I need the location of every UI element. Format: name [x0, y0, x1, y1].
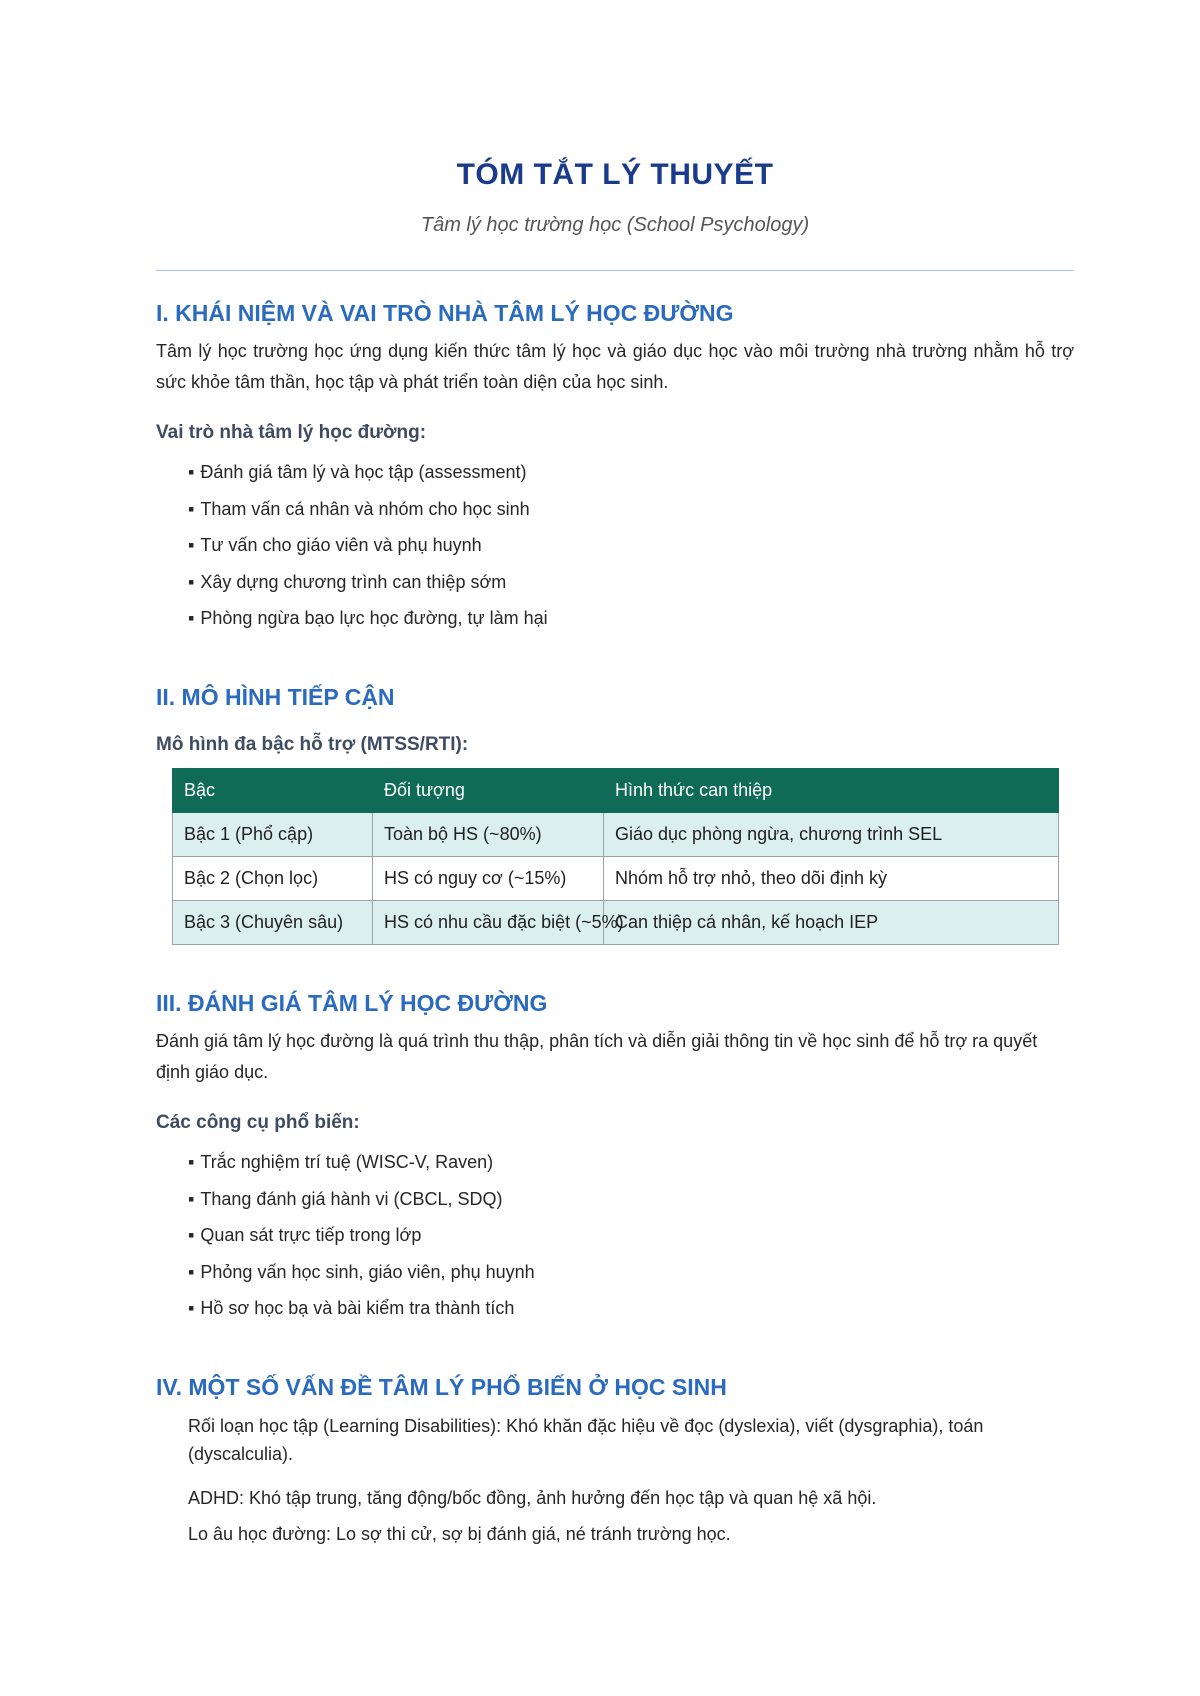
issue-school-anxiety: Lo âu học đường: Lo sợ thi cử, sợ bị đánh giá, né tránh trường học.	[188, 1524, 731, 1544]
list-item	[188, 1260, 535, 1297]
issue-adhd: ADHD: Khó tập trung, tăng động/bốc đồng, ảnh hưởng đến học tập và quan hệ xã hội.	[188, 1488, 877, 1508]
list-item	[188, 1223, 535, 1260]
table-header-cell: Hình thức can thiệp	[604, 769, 1059, 813]
list-item-text: Trắc nghiệm trí tuệ (WISC-V, Raven)	[200, 1152, 494, 1172]
table-row	[173, 813, 1059, 857]
bullet-icon: ▪	[188, 1188, 195, 1209]
list-item	[188, 1296, 535, 1333]
table-row	[173, 857, 1059, 901]
table-row	[173, 901, 1059, 945]
bullet-icon: ▪	[188, 1261, 195, 1282]
table-cell: HS có nhu cầu đặc biệt (~5%)	[373, 901, 604, 945]
section-2-heading: II. MÔ HÌNH TIẾP CẬN	[156, 684, 395, 710]
section-3-paragraph: Đánh giá tâm lý học đường là quá trình thu thập, phân tích và diễn giải thông tin về học sinh để hỗ trợ ra quyết định giáo dục.	[156, 1031, 1038, 1082]
list-item-text: Đánh giá tâm lý và học tập (assessment)	[200, 462, 527, 482]
list-item	[188, 570, 548, 607]
list-item	[188, 1187, 535, 1224]
tools-list	[188, 1150, 535, 1333]
roles-list	[188, 460, 548, 643]
list-item-text: Xây dựng chương trình can thiệp sớm	[200, 571, 507, 592]
list-item	[188, 1150, 535, 1187]
list-item	[188, 533, 548, 570]
bullet-icon: ▪	[188, 535, 195, 555]
list-item	[188, 497, 548, 534]
section-2-subheading: Mô hình đa bậc hỗ trợ (MTSS/RTI):	[156, 734, 469, 755]
list-item-text: Tham vấn cá nhân và nhóm cho học sinh	[200, 498, 530, 519]
bullet-icon: ▪	[188, 1225, 195, 1245]
table-cell: Bậc 3 (Chuyên sâu)	[173, 901, 373, 945]
list-item-text: Thang đánh giá hành vi (CBCL, SDQ)	[200, 1188, 503, 1209]
table-cell: Bậc 2 (Chọn lọc)	[173, 857, 373, 901]
bullet-icon: ▪	[188, 1298, 195, 1318]
bullet-icon: ▪	[188, 571, 195, 592]
section-1-heading: I. KHÁI NIỆM VÀ VAI TRÒ NHÀ TÂM LÝ HỌC ĐƯỜNG	[156, 300, 734, 326]
document-title: TÓM TẮT LÝ THUYẾT	[456, 158, 774, 191]
table-cell: Nhóm hỗ trợ nhỏ, theo dõi định kỳ	[604, 857, 1059, 901]
list-item	[188, 606, 548, 643]
list-item-text: Hồ sơ học bạ và bài kiểm tra thành tích	[200, 1298, 515, 1318]
section-4-heading: IV. MỘT SỐ VẤN ĐỀ TÂM LÝ PHỔ BIẾN Ở HỌC SINH	[156, 1374, 727, 1400]
bullet-icon: ▪	[188, 498, 195, 519]
list-item	[188, 460, 548, 497]
issue-learning-disabilities: Rối loạn học tập (Learning Disabilities): Khó khăn đặc hiệu về đọc (dyslexia), viết (dysgraphia), toán (dyscalculia).	[188, 1416, 984, 1464]
table-cell: Giáo dục phòng ngừa, chương trình SEL	[604, 813, 1059, 857]
table-header-row	[173, 769, 1059, 813]
table-cell: Toàn bộ HS (~80%)	[373, 813, 604, 857]
section-1-paragraph: Tâm lý học trường học ứng dụng kiến thức tâm lý học và giáo dục học vào môi trường nhà trường nhằm hỗ trợ sức khỏe tâm thần, học tập và phát triển toàn diện của học sinh.	[156, 341, 1074, 392]
document-subtitle: Tâm lý học trường học (School Psychology)	[420, 214, 810, 236]
table-cell: Bậc 1 (Phổ cập)	[173, 813, 373, 857]
table-cell: Can thiệp cá nhân, kế hoạch IEP	[604, 901, 1059, 945]
list-item-text: Quan sát trực tiếp trong lớp	[200, 1225, 422, 1245]
bullet-icon: ▪	[188, 462, 195, 482]
bullet-icon: ▪	[188, 1152, 195, 1172]
section-3-heading: III. ĐÁNH GIÁ TÂM LÝ HỌC ĐƯỜNG	[156, 990, 548, 1016]
section-1-subheading: Vai trò nhà tâm lý học đường:	[156, 422, 427, 443]
section-3-subheading: Các công cụ phổ biến:	[156, 1112, 360, 1133]
table-header-cell: Đối tượng	[373, 769, 604, 813]
title-divider	[156, 270, 1074, 271]
table-header-cell: Bậc	[173, 769, 373, 813]
list-item-text: Phòng ngừa bạo lực học đường, tự làm hại	[200, 608, 548, 628]
list-item-text: Phỏng vấn học sinh, giáo viên, phụ huynh	[200, 1261, 535, 1282]
bullet-icon: ▪	[188, 608, 195, 628]
table-cell: HS có nguy cơ (~15%)	[373, 857, 604, 901]
mtss-table	[172, 768, 1059, 945]
list-item-text: Tư vấn cho giáo viên và phụ huynh	[200, 535, 482, 555]
